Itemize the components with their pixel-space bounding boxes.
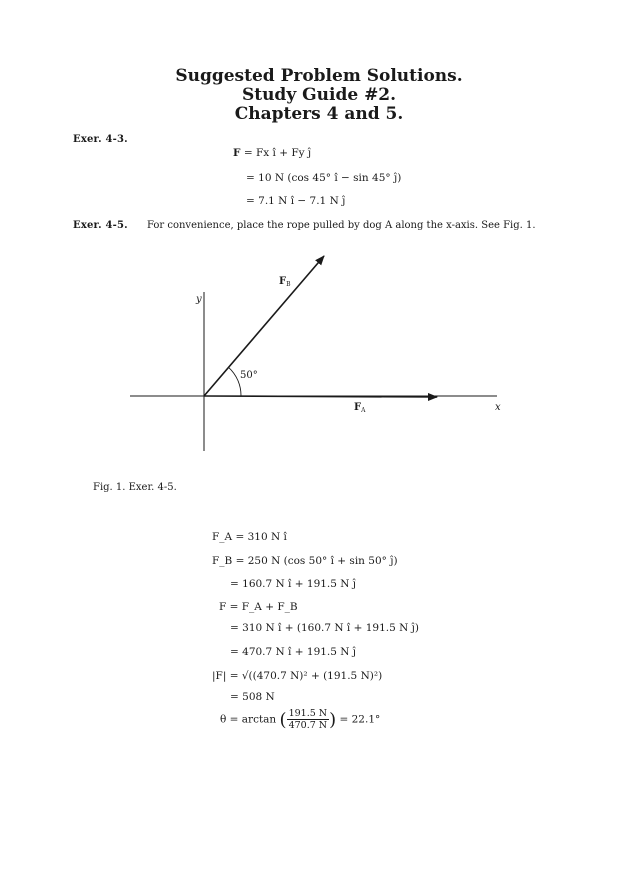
paren-open-glyph: ( [279,709,287,731]
solution-line-6: = 470.7 N î + 191.5 N ĵ [230,646,357,658]
x-axis-label: x [495,402,501,413]
paren-close-glyph: ) [329,709,337,731]
fb-label: $F_B$ [279,276,291,288]
solution-line-7: |F| = √((470.7 N)² + (191.5 N)²) [212,670,383,682]
solution-line-5: = 310 N î + (160.7 N î + 191.5 N ĵ) [230,622,419,634]
fa-label: $F_A$ [354,402,366,414]
force-symbol: F [233,147,241,159]
y-axis-label: y [196,294,202,305]
exer-4-3-eq3: = 7.1 N î − 7.1 N ĵ [246,195,346,207]
page-title-line-2: Study Guide #2. [241,85,397,105]
solution-line-2: F_B = 250 N (cos 50° î + sin 50° ĵ) [212,555,398,567]
vector-fa [204,396,437,397]
exer-4-3-eq2: = 10 N (cos 45° î − sin 45° ĵ) [246,172,402,184]
theta-rhs: = 22.1° [339,713,381,726]
vector-fb [204,256,324,396]
theta-numerator: 191.5 N [288,708,328,719]
theta-denominator: 470.7 N [288,720,328,731]
solution-line-3: = 160.7 N î + 191.5 N ĵ [230,578,357,590]
figure-caption: Fig. 1. Exer. 4-5. [93,482,177,493]
page-title-line-1: Suggested Problem Solutions. [175,66,463,86]
solution-line-1: F_A = 310 N î [212,531,287,543]
exer-4-3-label: Exer. 4-3. [73,134,128,145]
solution-theta [220,708,380,731]
theta-fraction [287,708,330,731]
exer-4-3-eq1-rhs: = Fx î + Fy ĵ [243,147,312,159]
angle-label: 50° [240,370,258,381]
exer-4-5-label: Exer. 4-5. [73,220,128,231]
page-title-line-3: Chapters 4 and 5. [234,104,404,124]
solution-line-8: = 508 N [230,691,275,703]
theta-lhs: θ = arctan [220,713,277,726]
solution-line-4: F = F_A + F_B [219,601,298,613]
exer-4-5-text: For convenience, place the rope pulled by dog A along the x-axis. See Fig. 1. [147,220,536,231]
